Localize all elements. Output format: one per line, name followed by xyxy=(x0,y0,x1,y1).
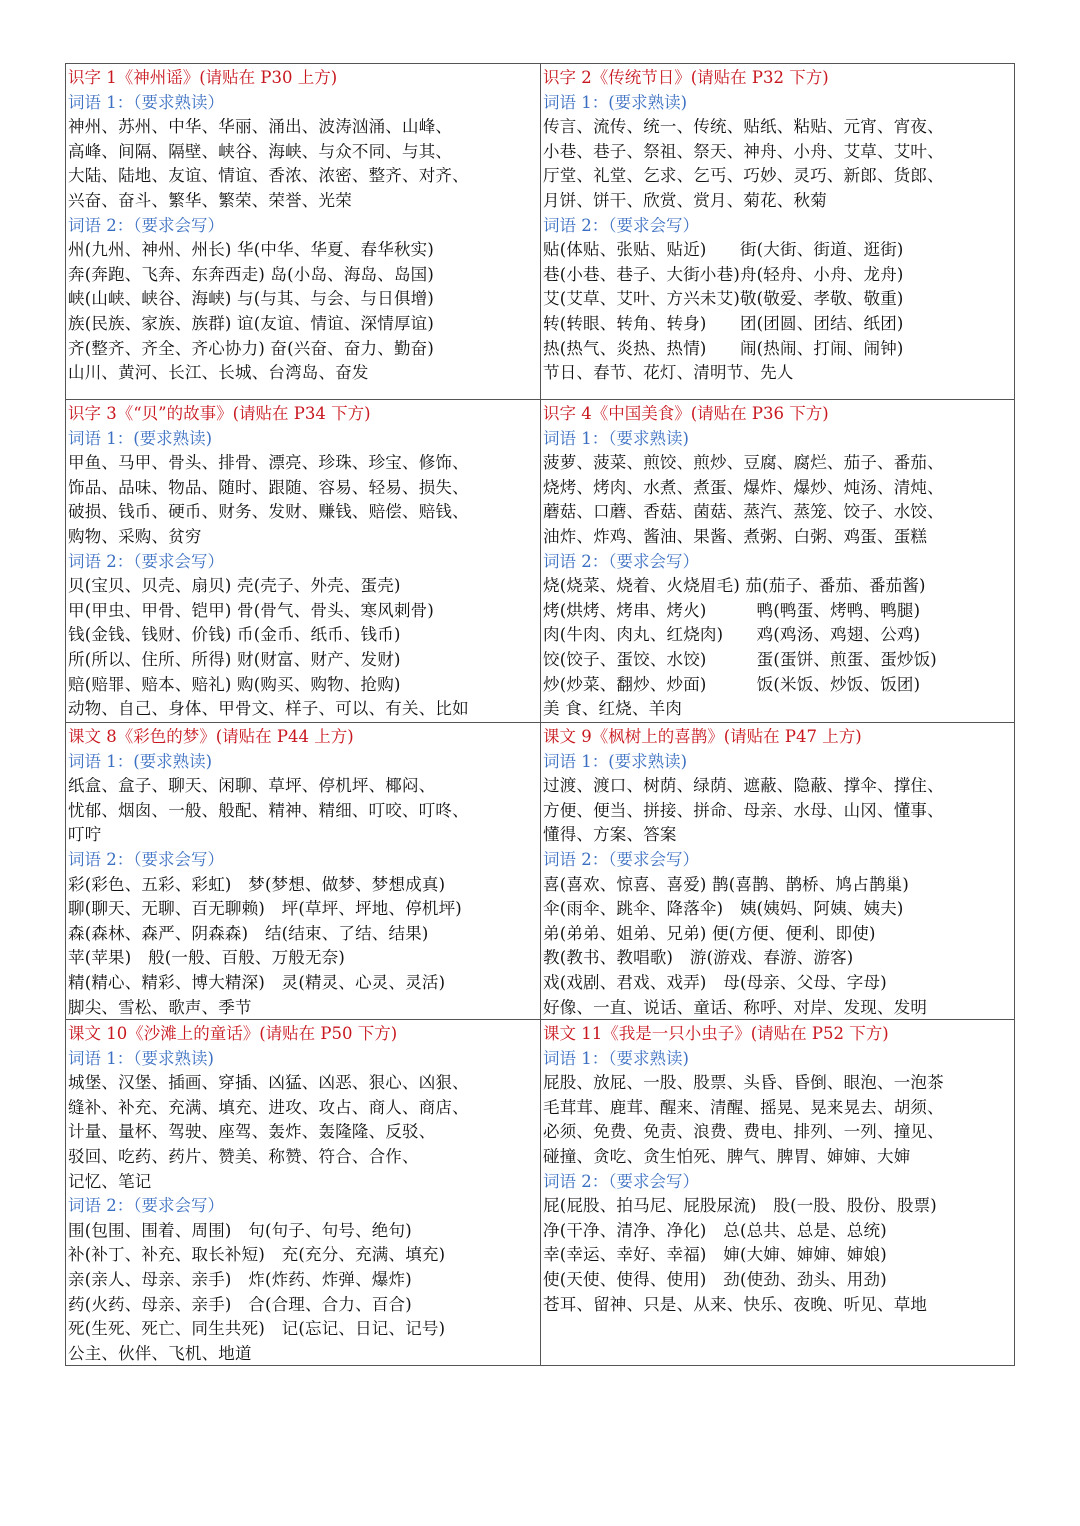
write-words-line: 峡(山峡、峡谷、海峡) 与(与其、与会、与日俱增) xyxy=(68,289,434,309)
write-words-line: 苍耳、留神、只是、从来、快乐、夜晚、听见、草地 xyxy=(543,1294,928,1314)
read-words-line: 油炸、炸鸡、酱油、果酱、煮粥、白粥、鸡蛋、蛋糕 xyxy=(543,526,928,546)
write-words-line: 幸(幸运、幸好、幸福) 婶(大婶、婶婶、婶娘) xyxy=(543,1245,887,1265)
read-words-line: 兴奋、奋斗、繁华、繁荣、荣誉、光荣 xyxy=(68,190,352,210)
write-words-line: 净(干净、清净、净化) 总(总共、总是、总统) xyxy=(543,1220,887,1240)
section-heading-write: 词语 2：（要求会写） xyxy=(543,1171,699,1191)
read-words-line: 烧烤、烤肉、水煮、煮蛋、爆炸、爆炒、炖汤、清炖、 xyxy=(543,477,944,497)
section-heading-read: 词语 1：（要求熟读） xyxy=(68,92,224,112)
read-words-line: 大陆、陆地、友谊、情谊、香浓、浓密、整齐、对齐、 xyxy=(68,166,469,186)
write-words-line: 聊(聊天、无聊、百无聊赖) 坪(草坪、坪地、停机坪) xyxy=(68,899,462,919)
section-heading-read: 词语 1：(要求熟读) xyxy=(543,92,688,112)
write-words-line: 贴(体贴、张贴、贴近) 街(大街、街道、逛街) xyxy=(543,240,904,260)
write-words-line: 精(精心、精彩、博大精深) 灵(精灵、心灵、灵活) xyxy=(68,972,446,992)
write-words-line: 饺(饺子、蛋饺、水饺) 蛋(蛋饼、煎蛋、蛋炒饭) xyxy=(543,649,937,669)
read-words-line: 计量、量杯、驾驶、座驾、轰炸、轰隆隆、反驳、 xyxy=(68,1122,436,1142)
read-words-line: 厅堂、礼堂、乞求、乞丐、巧妙、灵巧、新郎、货郎、 xyxy=(543,166,944,186)
lesson-title: 课文 8《彩色的梦》(请贴在 P44 上方) xyxy=(68,727,354,746)
section-heading-write: 词语 2：（要求会写） xyxy=(543,551,699,571)
write-words-line: 彩(彩色、五彩、彩虹) 梦(梦想、做梦、梦想成真) xyxy=(68,874,446,894)
write-words-line: 伞(雨伞、跳伞、降落伞) 姨(姨妈、阿姨、姨夫) xyxy=(543,899,904,919)
section-heading-read: 词语 1：(要求熟读) xyxy=(68,428,213,448)
write-words-line: 动物、自己、身体、甲骨文、样子、可以、有关、比如 xyxy=(68,699,469,719)
write-words-line: 甲(甲虫、甲骨、铠甲) 骨(骨气、骨头、寒风刺骨) xyxy=(68,600,434,620)
read-words-line: 菠萝、菠菜、煎饺、煎炒、豆腐、腐烂、茄子、番茄、 xyxy=(543,453,944,473)
read-words-line: 购物、采购、贫穷 xyxy=(68,526,202,546)
write-words-line: 烧(烧菜、烧着、火烧眉毛) 茄(茄子、番茄、番茄酱) xyxy=(543,576,926,596)
section-heading-write: 词语 2：（要求会写） xyxy=(543,215,699,235)
read-words-line: 屁股、放屁、一股、股票、头昏、昏倒、眼泡、一泡茶 xyxy=(543,1073,944,1093)
read-words-line: 记忆、笔记 xyxy=(68,1171,152,1191)
section-heading-read: 词语 1：(要求熟读) xyxy=(543,751,688,771)
lesson-title: 课文 10《沙滩上的童话》(请贴在 P50 下方) xyxy=(68,1024,398,1043)
read-words-line: 饰品、品味、物品、随时、跟随、容易、轻易、损失、 xyxy=(68,477,469,497)
lesson-title: 识字 1《神州谣》(请贴在 P30 上方) xyxy=(68,68,338,87)
write-words-line: 转(转眼、转角、转身) 团(团圆、团结、纸团) xyxy=(543,313,904,333)
read-words-line: 城堡、汉堡、插画、穿插、凶猛、凶恶、狠心、凶狠、 xyxy=(68,1073,469,1093)
read-words-line: 驳回、吃药、药片、赞美、称赞、符合、合作、 xyxy=(68,1146,419,1166)
write-words-line: 死(生死、死亡、同生共死) 记(忘记、日记、记号) xyxy=(68,1319,446,1339)
cell-kewen-9 xyxy=(541,723,1014,1020)
read-words-line: 过渡、渡口、树荫、绿荫、遮蔽、隐蔽、撑伞、撑住、 xyxy=(543,776,944,796)
section-heading-write: 词语 2：（要求会写） xyxy=(68,551,224,571)
write-words-line: 屁(屁股、拍马尼、屁股尿流) 股(一股、股份、股票) xyxy=(543,1196,937,1216)
write-words-line: 亲(亲人、母亲、亲手) 炸(炸药、炸弹、爆炸) xyxy=(68,1269,412,1289)
read-words-line: 蘑菇、口蘑、香菇、菌菇、蒸汽、蒸笼、饺子、水饺、 xyxy=(543,502,944,522)
cell-shizi-1 xyxy=(66,64,541,400)
read-words-line: 毛茸茸、鹿茸、醒来、清醒、摇晃、晃来晃去、胡须、 xyxy=(543,1097,944,1117)
cell-shizi-3 xyxy=(66,400,541,723)
write-words-line: 教(教书、教唱歌) 游(游戏、春游、游客) xyxy=(543,948,854,968)
write-words-line: 好像、一直、说话、童话、称呼、对岸、发现、发明 xyxy=(543,997,928,1017)
write-words-line: 齐(整齐、齐全、齐心协力) 奋(兴奋、奋力、勤奋) xyxy=(68,338,434,358)
read-words-line: 忧郁、烟囱、一般、般配、精神、精细、叮咬、叮咚、 xyxy=(68,800,469,820)
write-words-line: 森(森林、森严、阴森森) 结(结束、了结、结果) xyxy=(68,923,429,943)
lesson-title: 识字 2《传统节日》(请贴在 P32 下方) xyxy=(543,68,829,87)
write-words-line: 贝(宝贝、贝壳、扇贝) 壳(壳子、外壳、蛋壳) xyxy=(68,576,401,596)
write-words-line: 弟(弟弟、姐弟、兄弟) 便(方便、便利、即使) xyxy=(543,923,876,943)
write-words-line: 苹(苹果) 般(一般、百般、万般无奈) xyxy=(68,948,346,968)
write-words-line: 喜(喜欢、惊喜、喜爱) 鹊(喜鹊、鹊桥、鸠占鹊巢) xyxy=(543,874,909,894)
read-words-line: 缝补、补充、充满、填充、进攻、攻占、商人、商店、 xyxy=(68,1097,469,1117)
write-words-line: 奔(奔跑、飞奔、东奔西走) 岛(小岛、海岛、岛国) xyxy=(68,264,434,284)
read-words-line: 必须、免费、免责、浪费、费电、排列、一列、撞见、 xyxy=(543,1122,944,1142)
section-heading-read: 词语 1：（要求熟读) xyxy=(543,428,689,448)
write-words-line: 赔(赔罪、赔本、赔礼) 购(购买、购物、抢购) xyxy=(68,674,401,694)
write-words-line: 钱(金钱、钱财、价钱) 币(金币、纸币、钱币) xyxy=(68,625,401,645)
cell-kewen-11 xyxy=(541,1020,1014,1365)
write-words-line: 州(九州、神州、州长) 华(中华、华夏、春华秋实) xyxy=(68,240,434,260)
read-words-line: 高峰、间隔、隔壁、峡谷、海峡、与众不同、与其、 xyxy=(68,141,453,161)
read-words-line: 方便、便当、拼接、拼命、母亲、水母、山冈、懂事、 xyxy=(543,800,944,820)
write-words-line: 美 食、红烧、羊肉 xyxy=(543,699,683,719)
vocabulary-sheet xyxy=(65,63,1015,1366)
write-words-line: 公主、伙伴、飞机、地道 xyxy=(68,1343,252,1363)
section-heading-read: 词语 1：（要求熟读) xyxy=(68,1048,214,1068)
read-words-line: 甲鱼、马甲、骨头、排骨、漂亮、珍珠、珍宝、修饰、 xyxy=(68,453,469,473)
write-words-line: 族(民族、家族、族群) 谊(友谊、情谊、深情厚谊) xyxy=(68,313,434,333)
read-words-line: 叮咛 xyxy=(68,825,102,845)
read-words-line: 破损、钱币、硬币、财务、发财、赚钱、赔偿、赔钱、 xyxy=(68,502,469,522)
write-words-line: 所(所以、住所、所得) 财(财富、财产、发财) xyxy=(68,649,401,669)
write-words-line: 补(补丁、补充、取长补短) 充(充分、充满、填充) xyxy=(68,1245,446,1265)
lesson-title: 识字 3《“贝”的故事》(请贴在 P34 下方) xyxy=(68,404,371,423)
write-words-line: 烤(烘烤、烤串、烤火) 鸭(鸭蛋、烤鸭、鸭腿) xyxy=(543,600,921,620)
cell-kewen-10 xyxy=(66,1020,541,1365)
section-heading-write: 词语 2：（要求会写） xyxy=(68,849,224,869)
read-words-line: 月饼、饼干、欣赏、赏月、菊花、秋菊 xyxy=(543,190,827,210)
lesson-title: 课文 11《我是一只小虫子》(请贴在 P52 下方) xyxy=(543,1024,889,1043)
write-words-line: 肉(牛肉、肉丸、红烧肉) 鸡(鸡汤、鸡翅、公鸡) xyxy=(543,625,921,645)
write-words-line: 巷(小巷、巷子、大街小巷)舟(轻舟、小舟、龙舟) xyxy=(543,264,904,284)
write-words-line: 艾(艾草、艾叶、方兴未艾)敬(敬爱、孝敬、敬重) xyxy=(543,289,904,309)
write-words-line: 热(热气、炎热、热情) 闹(热闹、打闹、闹钟) xyxy=(543,338,904,358)
cell-kewen-8 xyxy=(66,723,541,1020)
read-words-line: 懂得、方案、答案 xyxy=(543,825,677,845)
write-words-line: 炒(炒菜、翻炒、炒面) 饭(米饭、炒饭、饭团) xyxy=(543,674,921,694)
read-words-line: 小巷、巷子、祭祖、祭天、神舟、小舟、艾草、艾叶、 xyxy=(543,141,944,161)
section-heading-write: 词语 2：（要求会写） xyxy=(543,849,699,869)
section-heading-read: 词语 1：（要求熟读) xyxy=(543,1048,689,1068)
section-heading-read: 词语 1：(要求熟读) xyxy=(68,751,213,771)
write-words-line: 药(火药、母亲、亲手) 合(合理、合力、百合) xyxy=(68,1294,412,1314)
write-words-line: 使(天使、使得、使用) 劲(使劲、劲头、用劲) xyxy=(543,1269,887,1289)
read-words-line: 碰撞、贪吃、贪生怕死、脾气、脾胃、婶婶、大婶 xyxy=(543,1146,911,1166)
lesson-title: 课文 9《枫树上的喜鹊》(请贴在 P47 上方) xyxy=(543,727,862,746)
write-words-line: 脚尖、雪松、歌声、季节 xyxy=(68,997,252,1017)
cell-shizi-4 xyxy=(541,400,1014,723)
write-words-line: 戏(戏剧、君戏、戏弄) 母(母亲、父母、字母) xyxy=(543,972,887,992)
read-words-line: 神州、苏州、中华、华丽、涌出、波涛汹涌、山峰、 xyxy=(68,117,453,137)
read-words-line: 传言、流传、统一、传统、贴纸、粘贴、元宵、宵夜、 xyxy=(543,117,944,137)
section-heading-write: 词语 2：（要求会写） xyxy=(68,1196,224,1216)
cell-shizi-2 xyxy=(541,64,1014,400)
write-words-line: 山川、黄河、长江、长城、台湾岛、奋发 xyxy=(68,363,369,383)
section-heading-write: 词语 2：（要求会写） xyxy=(68,215,224,235)
write-words-line: 节日、春节、花灯、清明节、先人 xyxy=(543,363,794,383)
write-words-line: 围(包围、围着、周围) 句(句子、句号、绝句) xyxy=(68,1220,412,1240)
read-words-line: 纸盒、盒子、聊天、闲聊、草坪、停机坪、椰闷、 xyxy=(68,776,436,796)
lesson-title: 识字 4《中国美食》(请贴在 P36 下方) xyxy=(543,404,829,423)
